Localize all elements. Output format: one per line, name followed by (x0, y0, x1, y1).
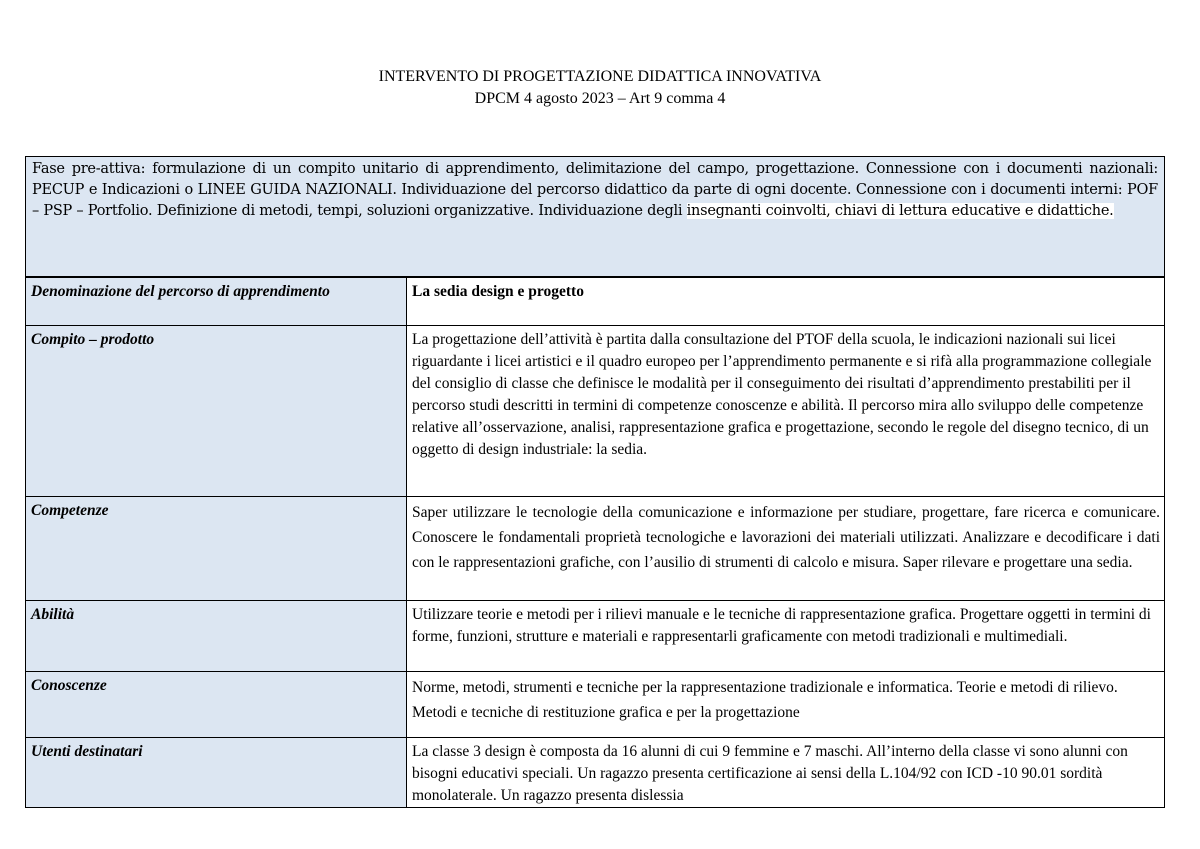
row-label-denominazione: Denominazione del percorso di apprendimento (26, 278, 407, 326)
title-line-1: INTERVENTO DI PROGETTAZIONE DIDATTICA INNOVATIVA (378, 68, 822, 85)
intro-text: Fase pre-attiva: formulazione di un compito unitario di apprendimento, delimitazione del campo, progettazione. Connessione con i documenti nazionali: PECUP e Indicazioni o LINEE GUIDA NAZIONALI. Individuazione del percorso didattico da parte di ogni docente. Connessione con i documenti interni: POF – PSP – Portfolio. Definizione di metodi, tempi, soluzioni organizzative. Individuazione degli (32, 161, 1158, 219)
table-row (26, 326, 1165, 497)
row-label-utenti: Utenti destinatari (26, 738, 407, 808)
table-row (26, 601, 1165, 672)
row-value-compito: La progettazione dell’attività è partita dalla consultazione del PTOF della scuola, le indicazioni nazionali sui licei riguardante i licei artistici e il quadro europeo per l’apprendimento permanente e si rifà alla programmazione collegiale del consiglio di classe che definisce le modalità per il conseguimento dei risultati d’apprendimento prestabiliti per il percorso studi descritti in termini di competenze conoscenze e abilità. Il percorso mira allo sviluppo delle competenze relative all’osservazione, analisi, rappresentazione grafica e progettazione, secondo le regole del disegno tecnico, di un oggetto di design industriale: la sedia. (407, 326, 1165, 497)
row-label-conoscenze: Conoscenze (26, 672, 407, 738)
row-label-competenze: Competenze (26, 497, 407, 601)
course-name: La sedia design e progetto (412, 283, 584, 300)
table-row (26, 278, 1165, 326)
row-label-abilita: Abilità (26, 601, 407, 672)
row-label-compito: Compito – prodotto (26, 326, 407, 497)
row-value-abilita: Utilizzare teorie e metodi per i rilievi manuale e le tecniche di rappresentazione grafica. Progettare oggetti in termini di forme, funzioni, strutture e materiali e rappresentarli graficamente con metodi tradizionali e multimediali. (407, 601, 1165, 672)
intro-box (25, 156, 1165, 277)
table-row (26, 672, 1165, 738)
table-row (26, 497, 1165, 601)
row-value-competenze: Saper utilizzare le tecnologie della comunicazione e informazione per studiare, progettare, fare ricerca e comunicare. Conoscere le fondamentali proprietà tecnologiche e lavorazioni dei materiali utilizzati. Analizzare e decodificare i dati con le rappresentazioni grafiche, con l’ausilio di strumenti di calcolo e misura. Saper rilevare e progettare una sedia. (407, 497, 1165, 601)
table-row (26, 738, 1165, 808)
document-title (0, 66, 1200, 110)
title-line-2: DPCM 4 agosto 2023 – Art 9 comma 4 (474, 90, 726, 107)
row-value-denominazione (407, 278, 1165, 326)
row-value-conoscenze: Norme, metodi, strumenti e tecniche per la rappresentazione tradizionale e informatica. Teorie e metodi di rilievo. Metodi e tecniche di restituzione grafica e per la progettazione (407, 672, 1165, 738)
row-value-utenti: La classe 3 design è composta da 16 alunni di cui 9 femmine e 7 maschi. All’interno della classe vi sono alunni con bisogni educativi speciali. Un ragazzo presenta certificazione ai sensi della L.104/92 con ICD -10 90.01 sordità monolaterale. Un ragazzo presenta dislessia (407, 738, 1165, 808)
intro-text-highlight: insegnanti coinvolti, chiavi di lettura educative e didattiche. (686, 203, 1114, 219)
course-table (25, 277, 1165, 808)
